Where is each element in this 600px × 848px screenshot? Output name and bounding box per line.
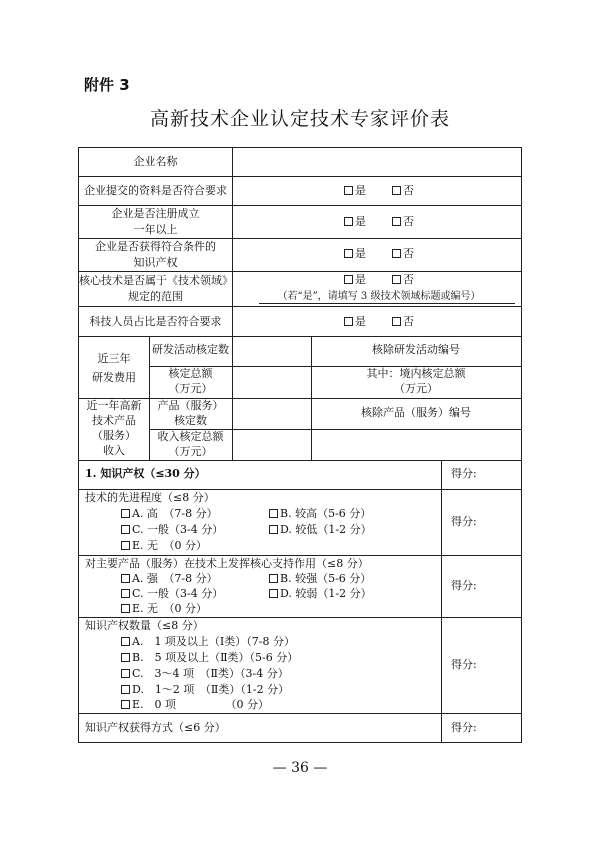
rd-domestic-line2: （万元） <box>394 382 438 395</box>
tech-field-no[interactable]: 否 <box>392 272 414 288</box>
docs-compliant-label: 企业提交的资料是否符合要求 <box>84 184 227 197</box>
product-label-line3: （服务） <box>92 429 136 442</box>
quantity-option-d[interactable]: D. 1～2 项 （Ⅱ类）（1-2 分） <box>121 682 289 698</box>
support-score: 得分: <box>451 579 477 592</box>
product-label-line1: 近一年高新 <box>86 399 142 412</box>
quantity-score: 得分: <box>451 658 477 671</box>
quantity-option-b[interactable]: B. 5 项及以上（Ⅱ类）（5-6 分） <box>121 650 298 666</box>
product-count-line2: 核定数 <box>174 414 207 427</box>
rd-total-line1: 核定总额 <box>168 367 213 380</box>
rd-label-line2: 研发费用 <box>92 371 136 384</box>
advanced-option-b[interactable]: B. 较高（5-6 分） <box>269 506 371 522</box>
attachment-label: 附件 3 <box>84 76 130 94</box>
rd-total-line2: （万元） <box>168 382 213 395</box>
company-name-field[interactable] <box>236 154 519 170</box>
support-option-b[interactable]: B. 较强（5-6 分） <box>269 571 371 587</box>
quantity-title: 知识产权数量（≤8 分） <box>85 619 204 632</box>
quantity-option-e[interactable]: E. 0 项 （0 分） <box>121 697 269 713</box>
tech-field-underline <box>259 303 515 304</box>
product-count-line1: 产品（服务） <box>157 399 224 412</box>
advanced-option-d[interactable]: D. 较低（1-2 分） <box>269 522 372 538</box>
support-option-c[interactable]: C. 一般（3-4 分） <box>121 586 223 602</box>
rd-domestic-line1: 其中：境内核定总额 <box>366 367 466 380</box>
support-option-a[interactable]: A. 强 （7-8 分） <box>121 571 218 587</box>
support-title: 对主要产品（服务）在技术上发挥核心支持作用（≤8 分） <box>85 557 369 570</box>
advanced-option-c[interactable]: C. 一般（3-4 分） <box>121 522 223 538</box>
registered-label-line1: 企业是否注册成立 <box>111 207 200 220</box>
docs-compliant-yes[interactable]: 是 <box>344 183 366 199</box>
quantity-option-c[interactable]: C. 3～4 项 （Ⅱ类）（3-4 分） <box>121 666 289 682</box>
tech-field-label-line1: 核心技术是否属于《技术领域》 <box>79 274 233 287</box>
product-deduct-label: 核除产品（服务）编号 <box>361 406 471 419</box>
page-number: — 36 — <box>272 760 328 776</box>
evaluation-table <box>78 147 522 743</box>
form-title: 高新技术企业认定技术专家评价表 <box>149 108 450 130</box>
tech-field-yes[interactable]: 是 <box>344 272 366 288</box>
registered-no[interactable]: 否 <box>392 214 414 230</box>
tech-field-note: （若“是”，请填写 3 级技术领域标题或编号） <box>277 291 481 302</box>
registered-yes[interactable]: 是 <box>344 214 366 230</box>
advanced-score: 得分: <box>451 515 477 528</box>
ip-section-score: 得分: <box>451 467 477 480</box>
ip-obtained-no[interactable]: 否 <box>392 246 414 262</box>
company-name-label: 企业名称 <box>133 155 178 168</box>
product-label-line2: 技术产品 <box>92 414 136 427</box>
rd-activity-label: 研发活动核定数 <box>152 343 229 356</box>
rd-label-line1: 近三年 <box>97 352 131 365</box>
income-total-line2: （万元） <box>168 445 213 458</box>
ip-obtained-label-line2: 知识产权 <box>133 256 178 269</box>
method-score: 得分: <box>451 721 477 734</box>
ip-obtained-yes[interactable]: 是 <box>344 246 366 262</box>
docs-compliant-no[interactable]: 否 <box>392 183 414 199</box>
support-option-d[interactable]: D. 较弱（1-2 分） <box>269 586 372 602</box>
registered-label-line2: 一年以上 <box>133 223 178 236</box>
advanced-option-a[interactable]: A. 高 （7-8 分） <box>121 506 218 522</box>
rd-deduct-label: 核除研发活动编号 <box>372 343 460 356</box>
staff-ratio-label: 科技人员占比是否符合要求 <box>89 315 222 328</box>
method-title: 知识产权获得方式（≤6 分） <box>85 721 226 734</box>
support-option-e[interactable]: E. 无 （0 分） <box>121 601 207 617</box>
quantity-option-a[interactable]: A. 1 项及以上（Ⅰ类）（7-8 分） <box>121 634 295 650</box>
advanced-title: 技术的先进程度（≤8 分） <box>85 491 215 504</box>
ip-section-title: 1. 知识产权（≤30 分） <box>85 467 206 480</box>
product-label-line4: 收入 <box>103 444 125 457</box>
staff-ratio-no[interactable]: 否 <box>392 314 414 330</box>
tech-field-label-line2: 规定的范围 <box>128 290 183 303</box>
advanced-option-e[interactable]: E. 无 （0 分） <box>121 538 207 554</box>
income-total-line1: 收入核定总额 <box>157 430 224 443</box>
staff-ratio-yes[interactable]: 是 <box>344 314 366 330</box>
ip-obtained-label-line1: 企业是否获得符合条件的 <box>95 240 216 253</box>
